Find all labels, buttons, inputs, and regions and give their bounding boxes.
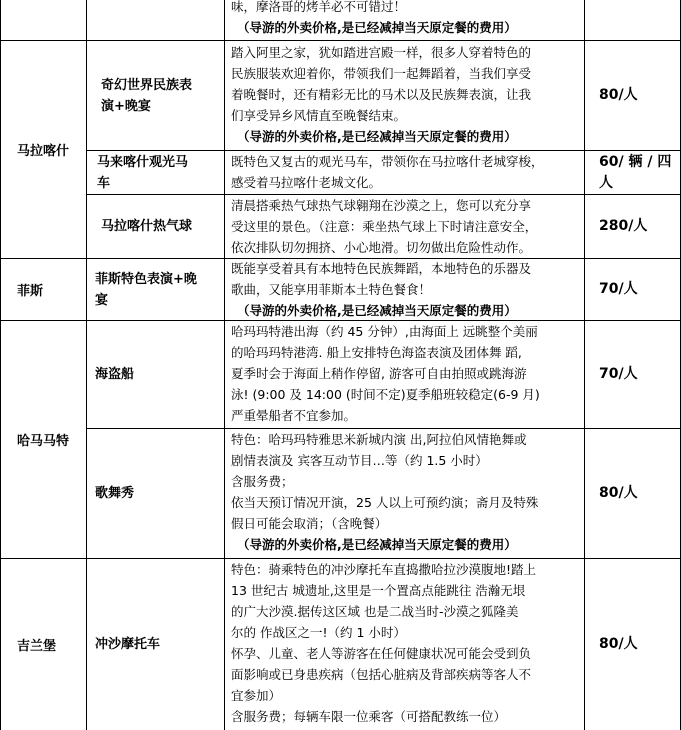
description-line: 感受着马拉喀什老城文化。 xyxy=(231,175,382,190)
item-name-cell xyxy=(87,195,224,258)
description-cell xyxy=(225,42,584,150)
guide-price-note: （导游的外卖价格,是已经减掉当天原定餐的费用） xyxy=(237,537,517,552)
price-cell: 80/人 xyxy=(599,87,638,103)
item-name-line: 歌舞秀 xyxy=(95,486,135,501)
price-cell: 80/人 xyxy=(599,636,638,652)
city-label: 哈马马特 xyxy=(17,434,70,449)
description-line: 剧情表演及 宾客互动节目…等（约 1.5 小时） xyxy=(231,453,488,468)
description-line: 着晚餐时，还有精彩无比的马术以及民族舞表演，让我 xyxy=(231,87,532,102)
description-line: 味，摩洛哥的烤羊必不可错过！ xyxy=(231,0,407,14)
description-line: 民族服装欢迎着你，带领我们一起舞蹈着，当我们享受 xyxy=(231,66,532,81)
description-line: 特色：哈玛玛特雅思米新城内演 出,阿拉伯风情艳舞或 xyxy=(231,432,527,447)
item-name-line: 马拉喀什热气球 xyxy=(101,219,193,234)
city-label: 吉兰堡 xyxy=(17,639,57,654)
description-line: 清晨搭乘热气球热气球翱翔在沙漠之上，您可以充分享 xyxy=(231,198,532,213)
item-name-line: 海盗船 xyxy=(95,367,135,382)
item-name-line: 菲斯特色表演+晚 xyxy=(95,271,197,287)
description-line: 们享受异乡风情直至晚餐结束。 xyxy=(231,108,407,123)
item-name-line: 奇幻世界民族表 xyxy=(101,77,193,93)
description-line: 怀孕、儿童、老人等游客在任何健康状况可能会受到负 xyxy=(231,646,532,661)
guide-price-note: （导游的外卖价格,是已经减掉当天原定餐的费用） xyxy=(237,129,517,144)
description-cell xyxy=(225,429,584,558)
description-line: 含服务费；每辆车限一位乘客（可搭配教练一位） xyxy=(231,709,507,724)
description-cell xyxy=(225,195,584,258)
item-name-cell xyxy=(87,259,224,320)
description-line: 泳! (9:00 及 14:00 (时间不定)夏季船班较稳定(6-9 月) xyxy=(231,387,540,402)
description-line: 尔的 作战区之一!（约 1 小时） xyxy=(231,625,406,640)
city-label: 菲斯 xyxy=(17,284,44,299)
description-line: 夏季时会于海面上稍作停留, 游客可自由拍照或跳海游 xyxy=(231,366,527,381)
description-cell xyxy=(225,321,584,428)
description-line: 的广大沙漠.据传这区域 也是二战当时-沙漠之狐隆美 xyxy=(231,604,519,619)
item-name-cell xyxy=(87,429,224,558)
item-name-line: 车 xyxy=(97,175,111,191)
description-cell xyxy=(225,258,584,320)
guide-price-note: （导游的外卖价格,是已经减掉当天原定餐的费用） xyxy=(237,303,517,318)
item-name-cell xyxy=(87,41,224,150)
price-cell: 60/ 辆 / 四人 xyxy=(599,153,672,191)
item-name-cell xyxy=(87,151,224,194)
description-line: 既能享受着具有本地特色民族舞蹈，本地特色的乐器及 xyxy=(231,261,532,276)
description-cell xyxy=(225,0,584,40)
description-line: 踏入阿里之家，犹如踏进宫殿一样，很多人穿着特色的 xyxy=(231,45,532,60)
item-name-line: 冲沙摩托车 xyxy=(95,637,161,652)
description-line: 特色：骑乘特色的冲沙摩托车直捣撒哈拉沙漠腹地!踏上 xyxy=(231,562,537,577)
item-name-line: 宴 xyxy=(95,292,109,308)
description-line: 哈玛玛特港出海（约 45 分钟）,由海面上 远眺整个美丽 xyxy=(231,324,538,339)
price-cell: 70/人 xyxy=(599,281,638,297)
description-line: 受这里的景色。（注意：乘坐热气球上下时请注意安全， xyxy=(231,219,538,234)
description-line: 既特色又复古的观光马车，带领你在马拉喀什老城穿梭， xyxy=(231,154,544,169)
description-line: 含服务费； xyxy=(231,474,294,489)
description-line: 依次排队切勿拥挤、小心地滑。切勿做出危险性动作。 xyxy=(231,240,532,255)
price-cell: 280/人 xyxy=(599,218,648,234)
description-line: 假日可能会取消；（含晚餐） xyxy=(231,516,388,531)
guide-price-note: （导游的外卖价格,是已经减掉当天原定餐的费用） xyxy=(237,20,517,35)
city-label: 马拉喀什 xyxy=(17,144,70,159)
item-name-cell xyxy=(87,559,224,730)
price-cell: 70/人 xyxy=(599,366,638,382)
price-cell: 80/人 xyxy=(599,485,638,501)
description-line: 面影响或已身患疾病（包括心脏病及背部疾病等客人不 xyxy=(231,667,532,682)
item-name-line: 演+晚宴 xyxy=(101,98,151,114)
description-cell xyxy=(225,559,584,730)
description-line: 严重晕船者不宜参加。 xyxy=(231,408,357,423)
description-cell xyxy=(225,151,584,194)
description-line: 13 世纪古 城遗址,这里是一个置高点能跳往 浩瀚无垠 xyxy=(231,583,526,598)
description-line: 依当天预订情况开演，25 人以上可预约演；斋月及特殊 xyxy=(231,495,539,510)
item-name-line: 马来喀什观光马 xyxy=(97,154,189,170)
description-line: 宜参加） xyxy=(231,688,282,703)
item-name-cell xyxy=(87,321,224,428)
description-line: 的哈玛玛特港湾. 船上安排特色海盗表演及团体舞 蹈, xyxy=(231,345,522,360)
description-line: 歌曲，又能享用菲斯本土特色餐食！ xyxy=(231,282,432,297)
